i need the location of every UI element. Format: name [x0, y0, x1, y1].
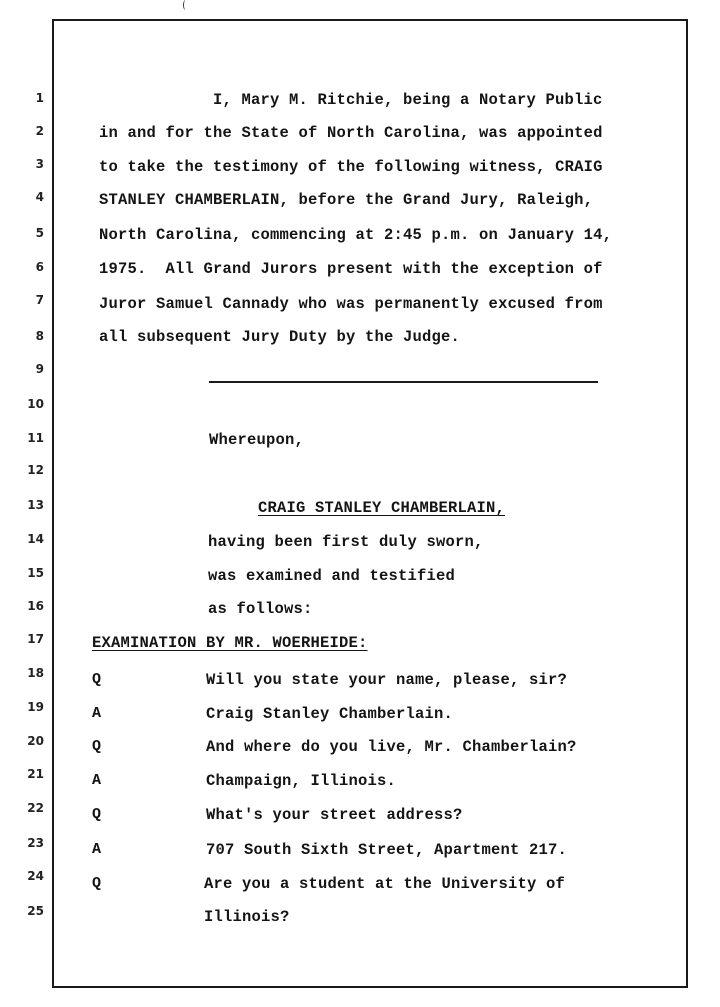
preamble-line: to take the testimony of the following witness, CRAIG — [99, 158, 603, 176]
line-number: 2 — [35, 124, 44, 138]
speaker-label: Q — [92, 738, 102, 755]
line-number: 7 — [35, 293, 44, 307]
line-number: 10 — [27, 397, 44, 411]
line-number: 15 — [27, 566, 44, 580]
preamble-line: North Carolina, commencing at 2:45 p.m. on January 14, — [99, 226, 613, 244]
line-number: 25 — [27, 904, 44, 918]
testimony-text: Are you a student at the University of — [204, 875, 566, 893]
preamble-line: I, Mary M. Ritchie, being a Notary Public — [213, 91, 603, 109]
sworn-line: as follows: — [208, 600, 313, 618]
line-number: 13 — [27, 498, 44, 512]
line-number: 18 — [27, 666, 44, 680]
line-number: 12 — [27, 463, 44, 477]
speaker-label: A — [92, 772, 102, 789]
preamble-line: 1975. All Grand Jurors present with the exception of — [99, 260, 603, 278]
preamble-line: all subsequent Jury Duty by the Judge. — [99, 328, 461, 346]
testimony-text: Will you state your name, please, sir? — [206, 671, 568, 689]
line-number: 11 — [27, 431, 44, 445]
witness-name: CRAIG STANLEY CHAMBERLAIN, — [258, 499, 506, 517]
examination-heading: EXAMINATION BY MR. WOERHEIDE: — [92, 634, 368, 652]
line-number: 20 — [27, 734, 44, 748]
testimony-text: Champaign, Illinois. — [206, 772, 397, 790]
testimony-continuation: Illinois? — [204, 908, 290, 926]
speaker-label: Q — [92, 671, 102, 688]
line-number: 8 — [35, 329, 44, 343]
line-number: 6 — [35, 260, 44, 274]
sworn-line: having been first duly sworn, — [208, 533, 484, 551]
line-number: 24 — [27, 869, 44, 883]
line-number: 5 — [35, 226, 44, 240]
testimony-text: And where do you live, Mr. Chamberlain? — [206, 738, 577, 756]
line-number: 17 — [27, 632, 44, 646]
line-number: 22 — [27, 801, 44, 815]
speaker-label: Q — [92, 875, 102, 892]
testimony-text: What's your street address? — [206, 806, 463, 824]
preamble-line: Juror Samuel Cannady who was permanently excused from — [99, 295, 603, 313]
line-number: 19 — [27, 700, 44, 714]
testimony-text: 707 South Sixth Street, Apartment 217. — [206, 841, 568, 859]
line-number: 9 — [35, 362, 44, 376]
speaker-label: Q — [92, 806, 102, 823]
separator-rule — [209, 381, 598, 383]
scan-mark — [183, 0, 188, 10]
sworn-line: was examined and testified — [208, 567, 456, 585]
line-number: 16 — [27, 599, 44, 613]
testimony-text: Craig Stanley Chamberlain. — [206, 705, 454, 723]
line-number: 21 — [27, 767, 44, 781]
whereupon-text: Whereupon, — [209, 431, 305, 449]
line-number: 3 — [35, 157, 44, 171]
preamble-line: STANLEY CHAMBERLAIN, before the Grand Jury, Raleigh, — [99, 191, 594, 209]
speaker-label: A — [92, 705, 102, 722]
line-number: 14 — [27, 532, 44, 546]
speaker-label: A — [92, 841, 102, 858]
line-number: 4 — [35, 190, 44, 204]
line-number: 23 — [27, 836, 44, 850]
line-number: 1 — [35, 91, 44, 105]
preamble-line: in and for the State of North Carolina, was appointed — [99, 124, 603, 142]
